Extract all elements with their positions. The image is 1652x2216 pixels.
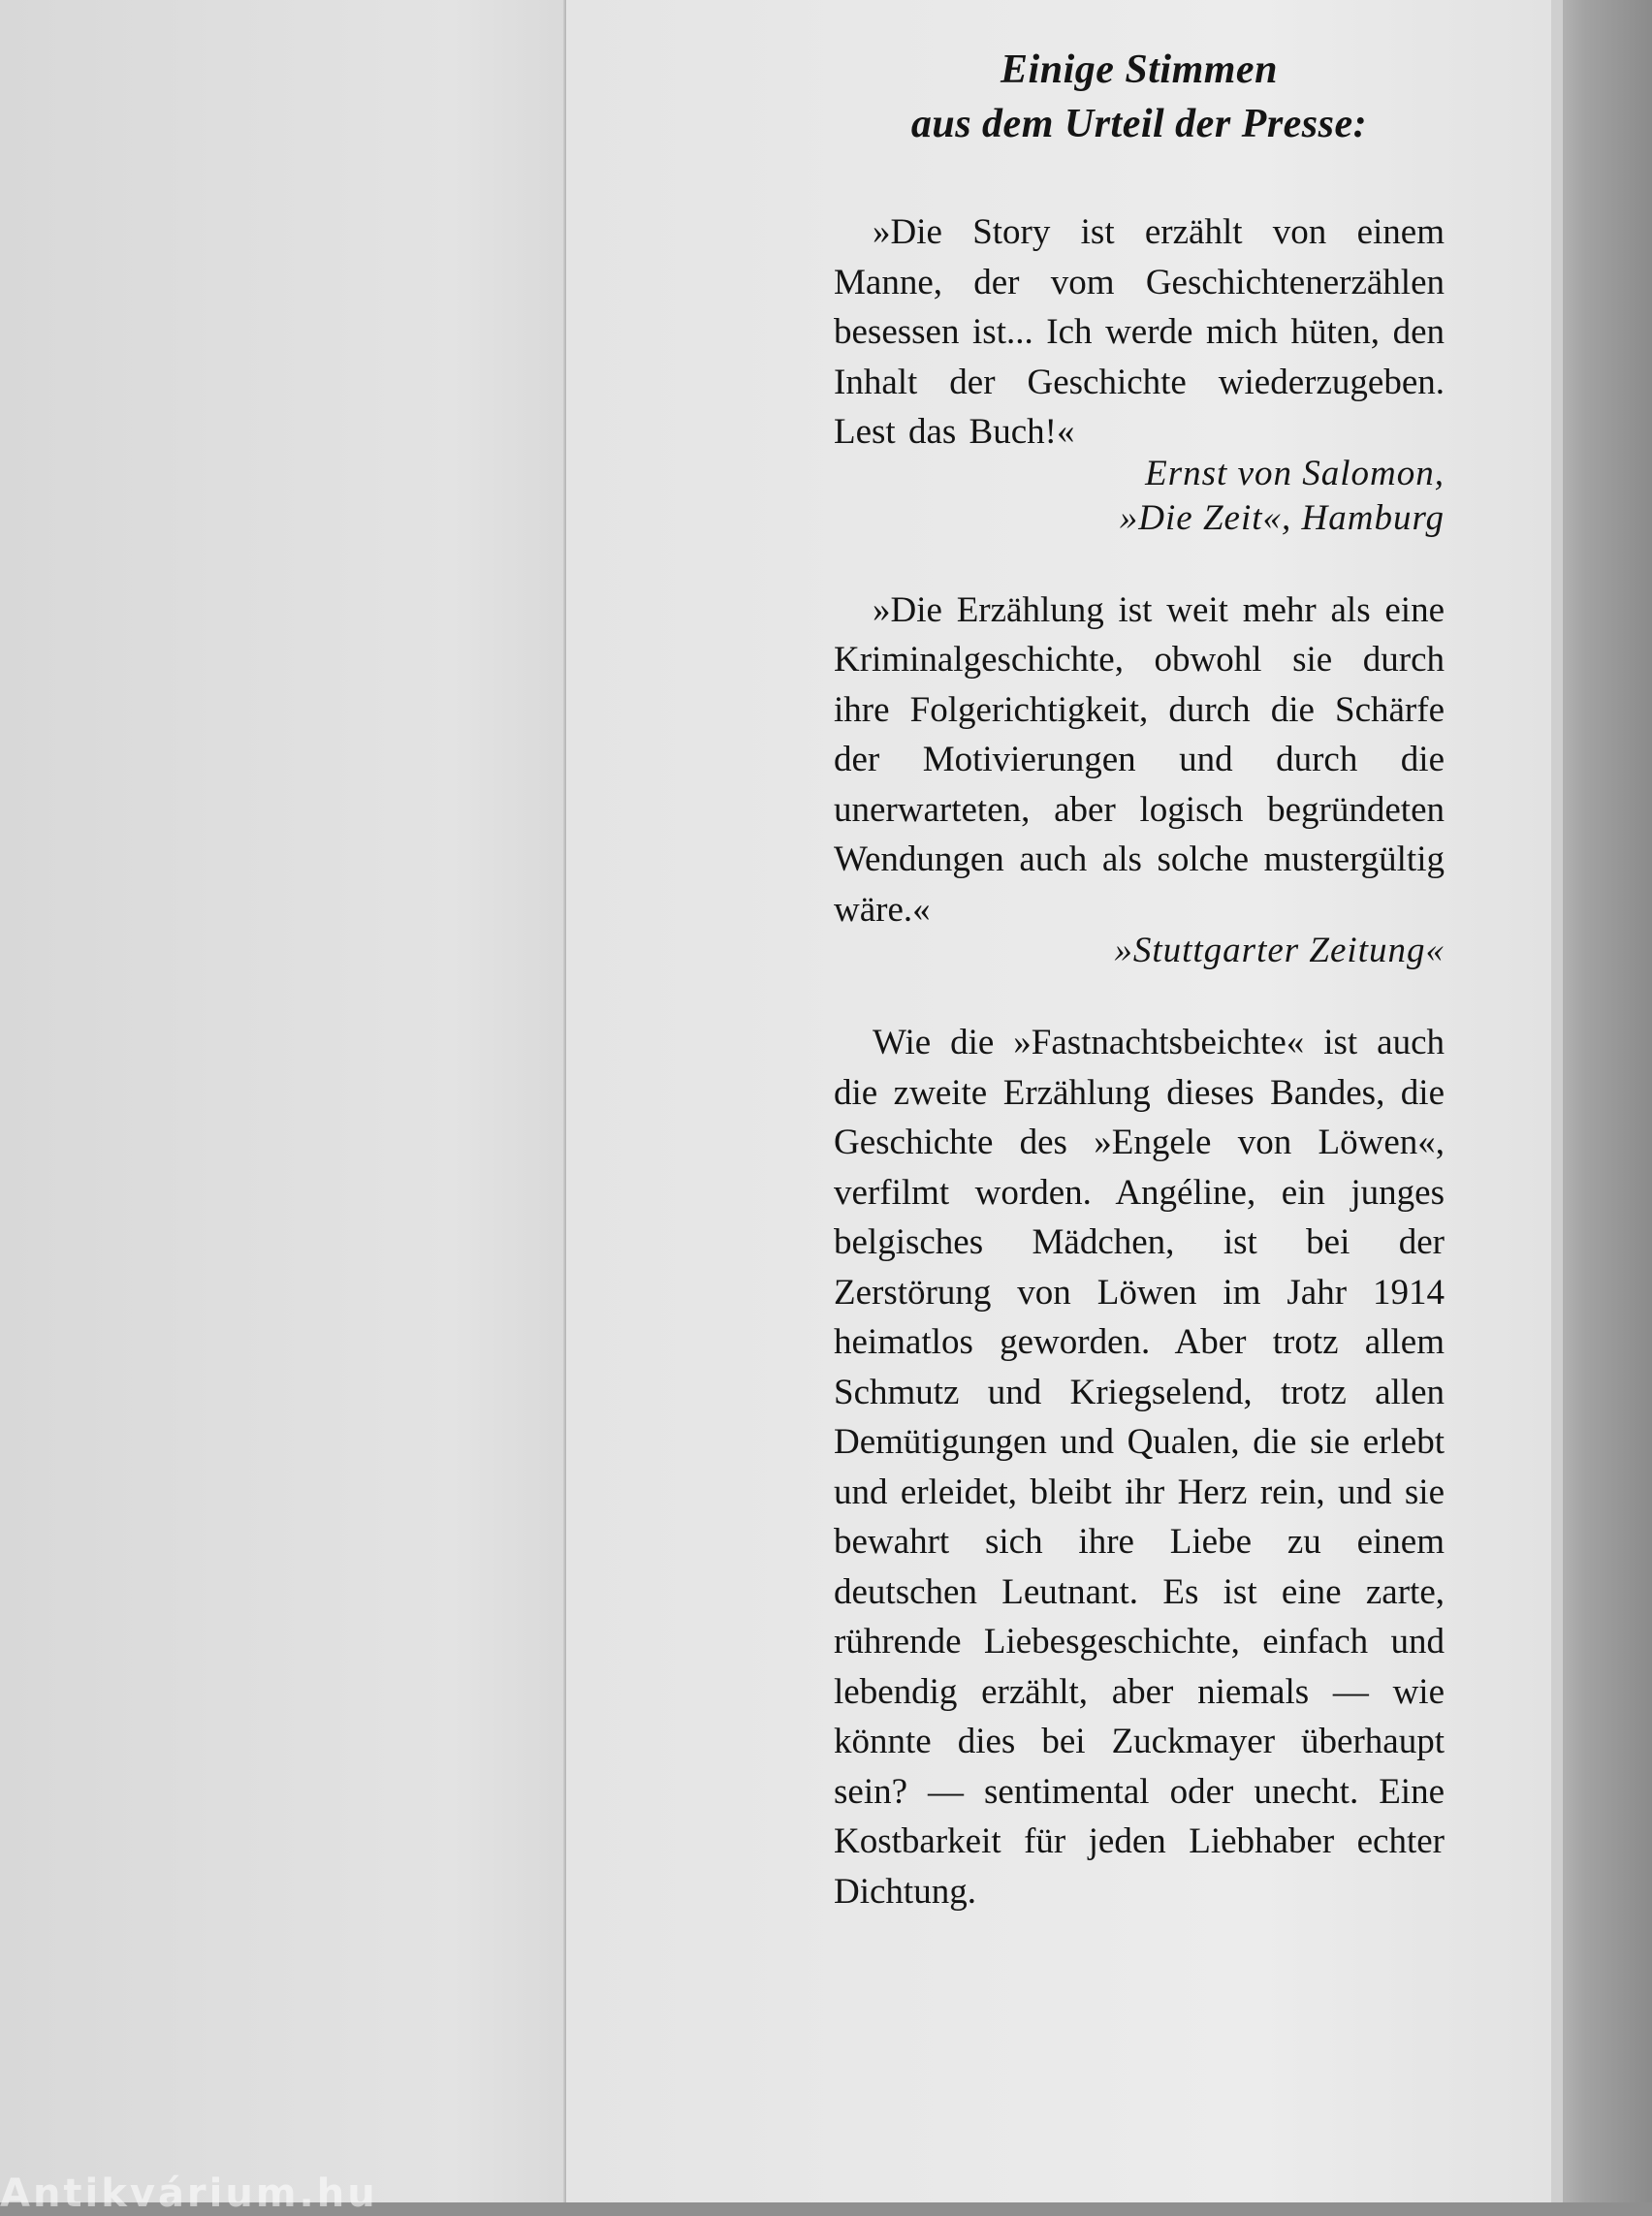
review-2-text: »Die Erzählung ist weit mehr als eine Kriminalgeschichte, obwohl sie durch ihre Folgerichtigkeit, durch die Schärfe der Motivierungen und durch die unerwarteten, aber logisch begründeten Wendungen auch als solche mustergültig wäre.«	[834, 589, 1445, 930]
page-edge-highlight	[1551, 0, 1563, 2202]
jacket-text-column	[834, 43, 1445, 1916]
left-blank-page	[0, 0, 566, 2216]
review-2	[834, 586, 1445, 974]
watermark-text: Antikvárium.hu	[0, 2171, 378, 2216]
review-2-source: »Stuttgarter Zeitung«	[1114, 931, 1445, 970]
review-1-source: »Die Zeit«, Hamburg	[1119, 497, 1445, 538]
book-summary: Wie die »Fastnachtsbeichte« ist auch die zweite Erzählung dieses Bandes, die Geschichte des »Engele von Löwen«, verfilmt worden. Angéline, ein junges belgisches Mädchen, ist bei der Zerstörung von Löwen im Jahr 1914 heimatlos geworden. Aber trotz allem Schmutz und Kriegselend, trotz allen Demütigungen und Qualen, die sie erlebt und erleidet, bleibt ihr Herz rein, und sie bewahrt sich ihre Liebe zu einem deutschen Leutnant. Es ist eine zarte, rührende Liebesgeschichte, einfach und lebendig erzählt, aber niemals — wie könnte dies bei Zuckmayer überhaupt sein? — sentimental oder unecht. Eine Kostbarkeit für jeden Liebhaber echter Dichtung.	[834, 1023, 1445, 1912]
review-1-text: »Die Story ist erzählt von einem Manne, der vom Geschichtenerzählen besessen ist... Ich werde mich hüten, den Inhalt der Geschichte wiederzugeben. Lest das Buch!«	[834, 212, 1445, 452]
review-1	[834, 207, 1445, 541]
page-heading	[834, 43, 1445, 151]
heading-line-1: Einige Stimmen	[1001, 47, 1278, 92]
heading-line-2: aus dem Urteil der Presse:	[910, 102, 1368, 146]
page-edge	[1551, 0, 1652, 2202]
review-2-attribution	[834, 929, 1445, 973]
review-1-author: Ernst von Salomon,	[1145, 453, 1445, 493]
review-1-attribution	[834, 452, 1445, 541]
